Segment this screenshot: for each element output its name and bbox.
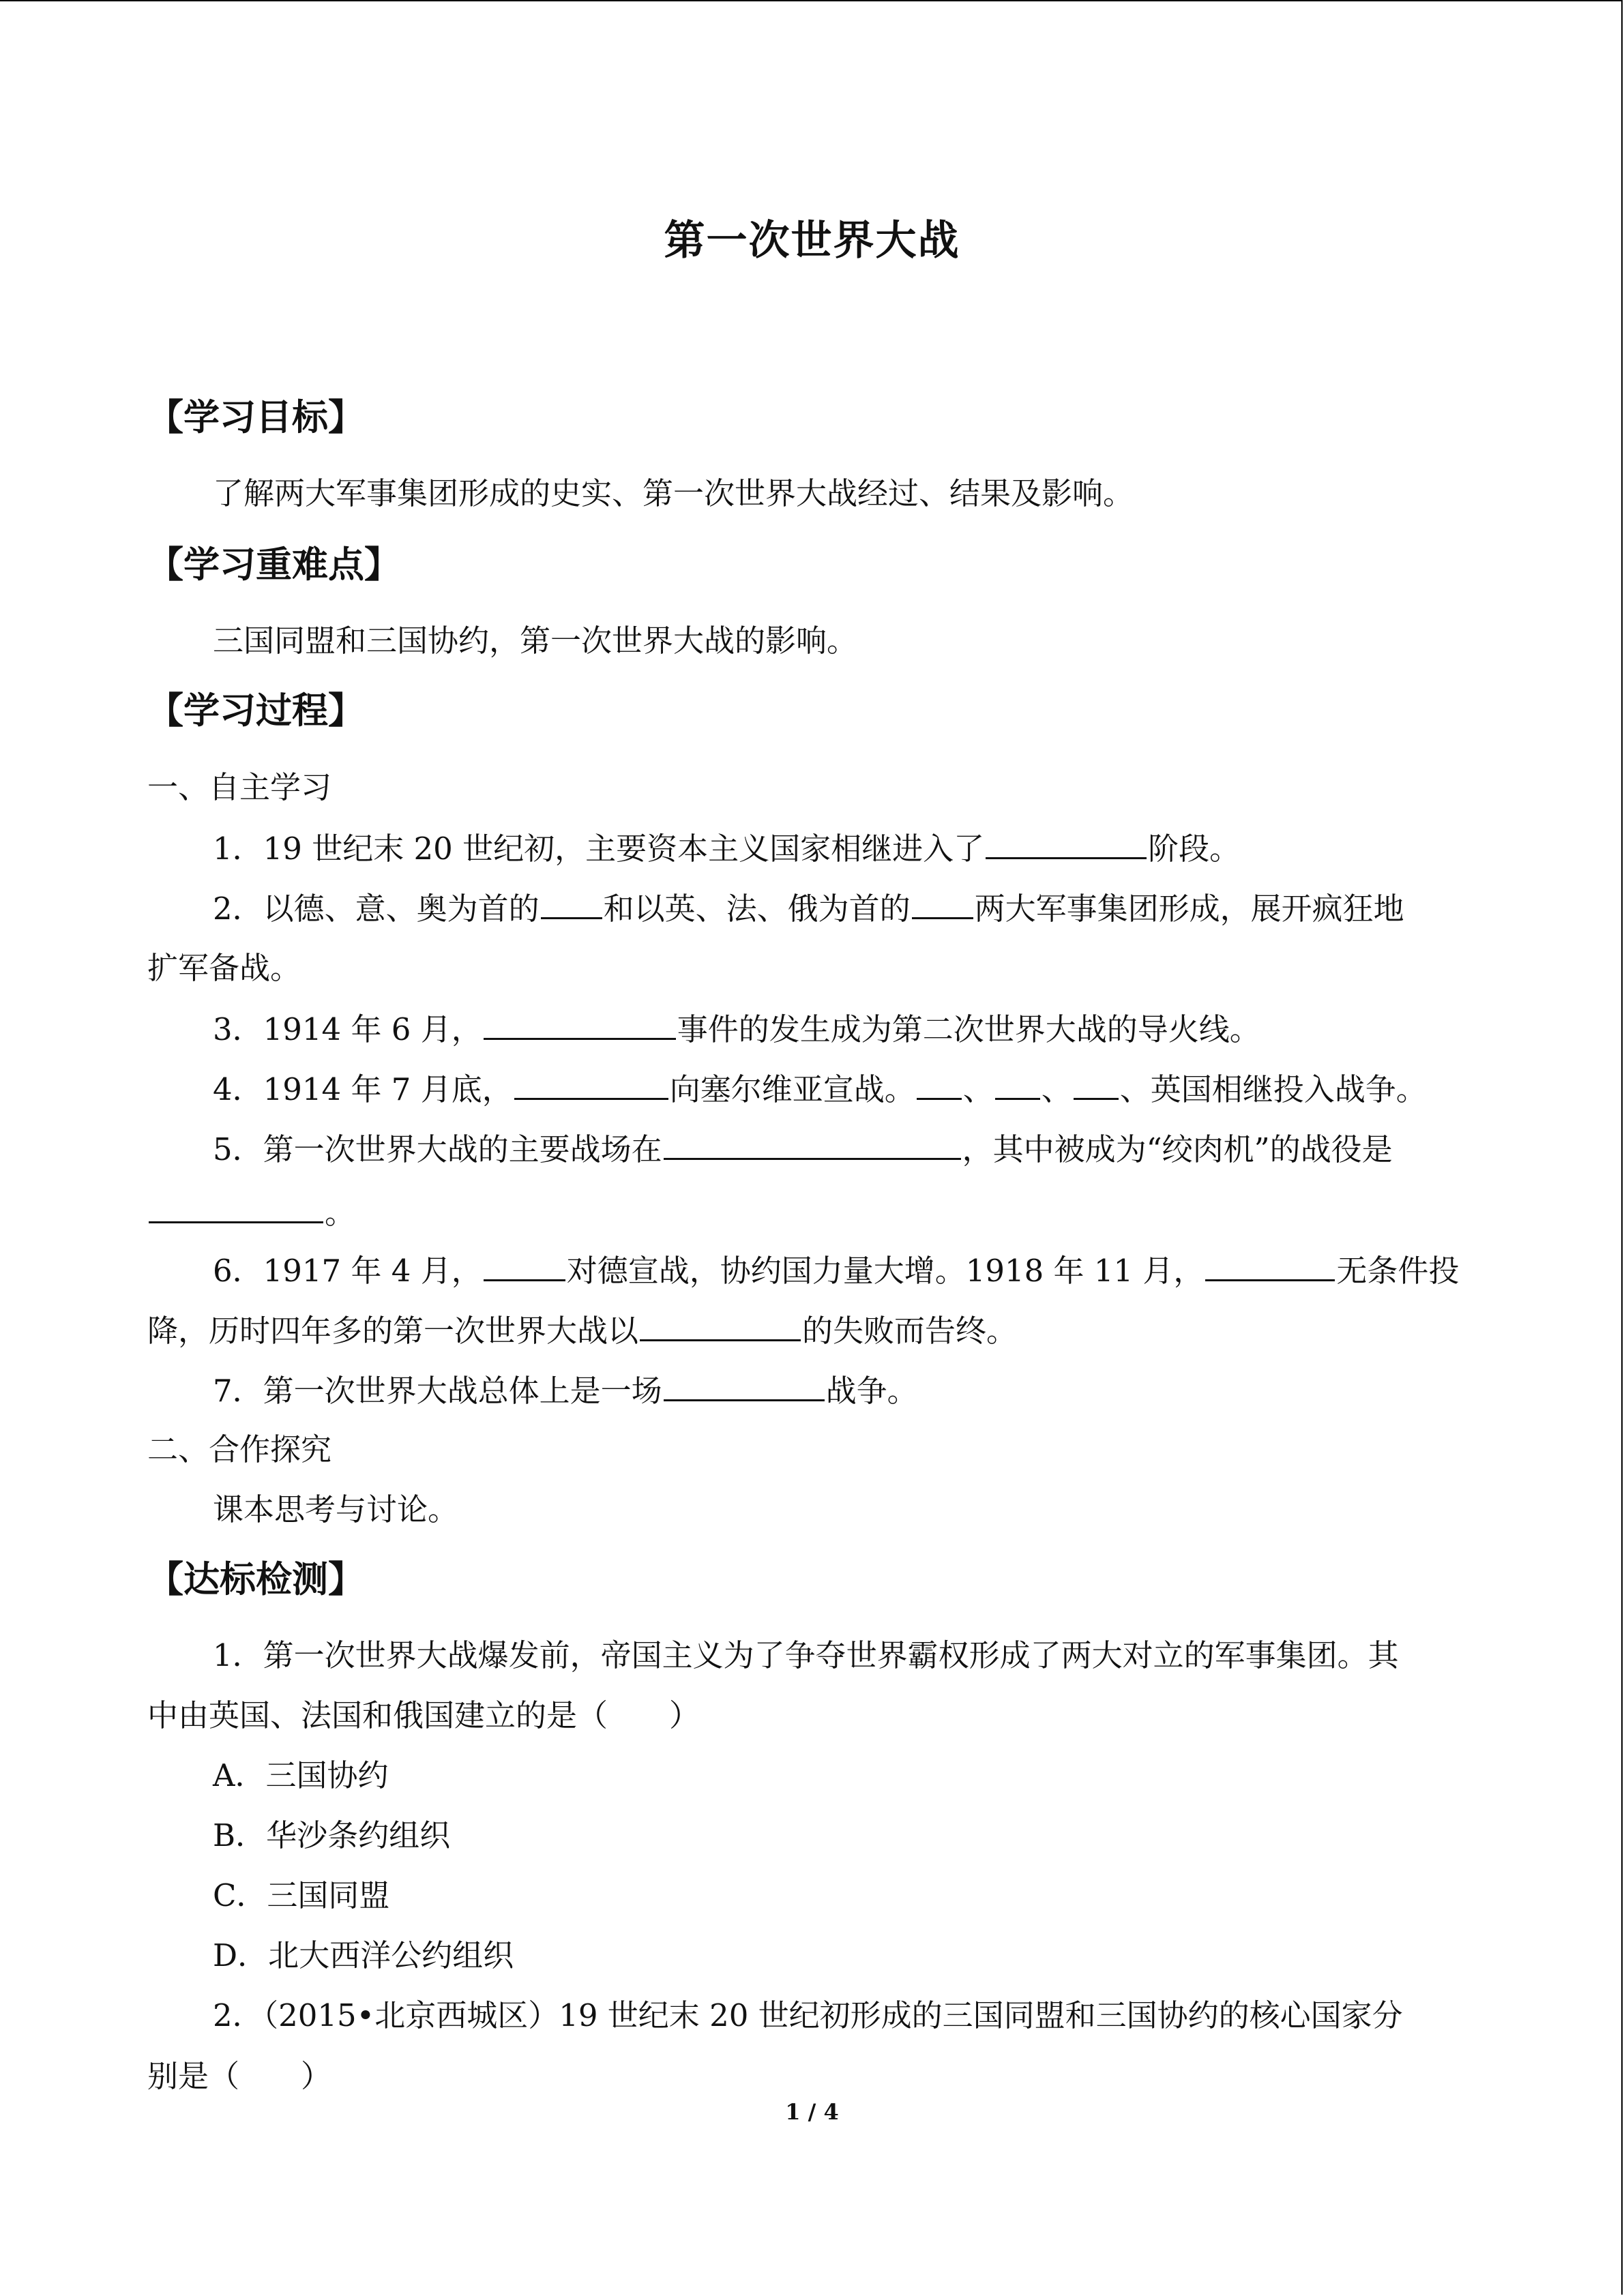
question-2-cont: 扩军备战。: [147, 950, 301, 986]
answer-blank[interactable]: [514, 1068, 668, 1100]
option-d[interactable]: D．北大西洋公约组织: [213, 1937, 514, 1973]
question-5-cont: 。: [147, 1191, 1477, 1234]
answer-blank[interactable]: [986, 827, 1147, 859]
page-number: 1 / 4: [785, 2099, 839, 2125]
key-points-text: 三国同盟和三国协约，第一次世界大战的影响。: [213, 623, 858, 659]
answer-blank[interactable]: [541, 887, 602, 919]
question-6: 6．1917 年 4 月， 对德宣战，协约国力量大增。1918 年 11 月， 无条件投: [213, 1249, 1543, 1292]
objectives-heading: 【学习目标】: [147, 397, 364, 438]
option-a[interactable]: A．三国协约: [213, 1757, 389, 1793]
test-question-1: 1．第一次世界大战爆发前，帝国主义为了争夺世界霸权形成了两大对立的军事集团。其: [213, 1637, 1399, 1673]
test-question-2: 2．（2015•北京西城区）19 世纪末 20 世纪初形成的三国同盟和三国协约的核心国家分: [213, 1997, 1403, 2033]
answer-blank[interactable]: [484, 1249, 565, 1281]
option-b[interactable]: B．华沙条约组织: [213, 1817, 451, 1853]
page-title: 第一次世界大战: [664, 217, 960, 265]
answer-blank[interactable]: [640, 1309, 801, 1341]
objectives-text: 了解两大军事集团形成的史实、第一次世界大战经过、结果及影响。: [213, 475, 1134, 511]
test-question-1-cont: 中由英国、法国和俄国建立的是（ ）: [147, 1697, 700, 1733]
test-question-2-cont: 别是（ ）: [147, 2058, 332, 2094]
key-points-heading: 【学习重难点】: [147, 544, 400, 586]
process-heading: 【学习过程】: [147, 690, 364, 732]
question-4: 4．1914 年 7 月底， 向塞尔维亚宣战。 、 、 、英国相继投入战争。: [213, 1068, 1543, 1110]
part2-title: 二、合作探究: [147, 1431, 332, 1467]
answer-blank[interactable]: [1205, 1249, 1335, 1281]
answer-blank[interactable]: [484, 1008, 676, 1040]
question-6-cont: 降，历时四年多的第一次世界大战以 的失败而告终。: [147, 1309, 1477, 1352]
answer-blank[interactable]: [664, 1369, 825, 1401]
answer-blank[interactable]: [912, 887, 973, 919]
question-2: 2．以德、意、奥为首的 和以英、法、俄为首的 两大军事集团形成，展开疯狂地: [213, 887, 1543, 929]
part1-title: 一、自主学习: [147, 769, 332, 805]
answer-blank[interactable]: [1074, 1068, 1119, 1100]
answer-blank[interactable]: [995, 1068, 1040, 1100]
question-7: 7．第一次世界大战总体上是一场 战争。: [213, 1369, 1543, 1412]
question-3: 3．1914 年 6 月， 事件的发生成为第二次世界大战的导火线。: [213, 1008, 1543, 1050]
test-heading: 【达标检测】: [147, 1559, 364, 1600]
answer-blank[interactable]: [917, 1068, 962, 1100]
part2-text: 课本思考与讨论。: [213, 1491, 459, 1527]
question-1: 1．19 世纪末 20 世纪初，主要资本主义国家相继进入了 阶段。: [213, 827, 1543, 869]
answer-blank[interactable]: [149, 1191, 323, 1223]
question-5: 5．第一次世界大战的主要战场在 ，其中被成为“绞肉机”的战役是: [213, 1128, 1543, 1170]
option-c[interactable]: C．三国同盟: [213, 1877, 390, 1913]
answer-blank[interactable]: [664, 1128, 961, 1160]
